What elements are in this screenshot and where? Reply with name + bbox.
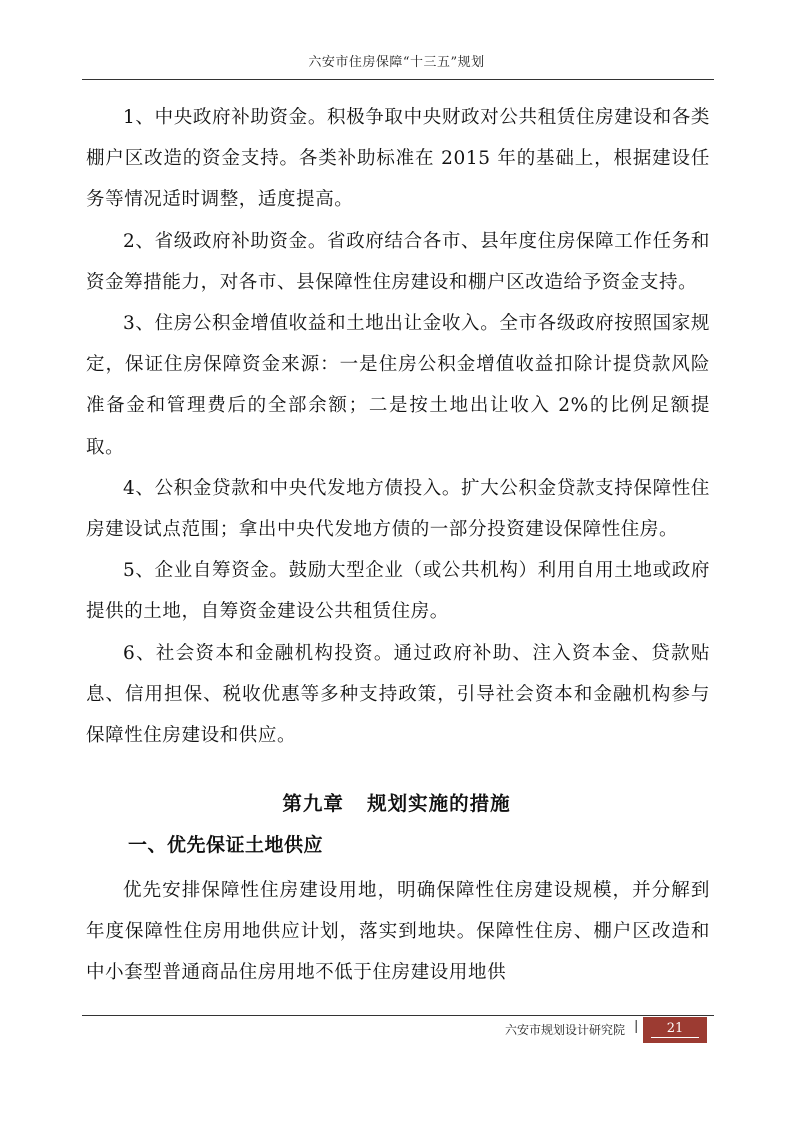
paragraph-provincial-subsidy: 2、省级政府补助资金。省政府结合各市、县年度住房保障工作任务和资金筹措能力，对各市、县保障性住房建设和棚户区改造给予资金支持。 [86,230,710,293]
chapter-title: 第九章 规划实施的措施 [282,792,511,815]
paragraph-land-supply: 优先安排保障性住房建设用地，明确保障性住房建设规模，并分解到年度保障性住房用地供应计划，落实到地块。保障性住房、棚户区改造和中小套型普通商品住房用地不低于住房建设用地供 [86,880,710,984]
paragraph-social-capital: 6、社会资本和金融机构投资。通过政府补助、注入资本金、贷款贴息、信用担保、税收优惠等多种支持政策，引导社会资本和金融机构参与保障性住房建设和供应。 [86,642,710,747]
footer-organization: 六安市规划设计研究院 [505,1023,626,1037]
page-header-title: 六安市住房保障“十三五”规划 [308,55,485,70]
paragraph-loans-local-bonds: 4、公积金贷款和中央代发地方债投入。扩大公积金贷款支持保障性住房建设试点范围；拿出中央代发地方债的一部分投资建设保障性住房。 [86,477,710,541]
page-number-underline [651,1037,699,1038]
footer-separator: | [634,1019,639,1034]
land-supply-section [86,870,710,994]
page-number-badge [643,1017,707,1043]
funding-sources-section [86,97,710,756]
page-number: 21 [666,1021,684,1036]
paragraph-enterprise-funds: 5、企业自筹资金。鼓励大型企业（或公共机构）利用自用土地或政府提供的土地，自筹资金建设公共租赁住房。 [86,560,710,623]
header-divider [82,79,714,80]
paragraph-central-subsidy: 1、中央政府补助资金。积极争取中央财政对公共租赁住房建设和各类棚户区改造的资金支持。各类补助标准在 2015 年的基础上，根据建设任务等情况适时调整，适度提高。 [86,107,710,211]
paragraph-provident-fund-land-revenue: 3、住房公积金增值收益和土地出让金收入。全市各级政府按照国家规定，保证住房保障资金来源：一是住房公积金增值收益扣除计提贷款风险准备金和管理费后的全部余额；二是按土地出让收入 2%的比例足额提取。 [86,313,710,458]
section-title: 一、优先保证土地供应 [128,834,324,856]
footer-divider [82,1015,714,1016]
